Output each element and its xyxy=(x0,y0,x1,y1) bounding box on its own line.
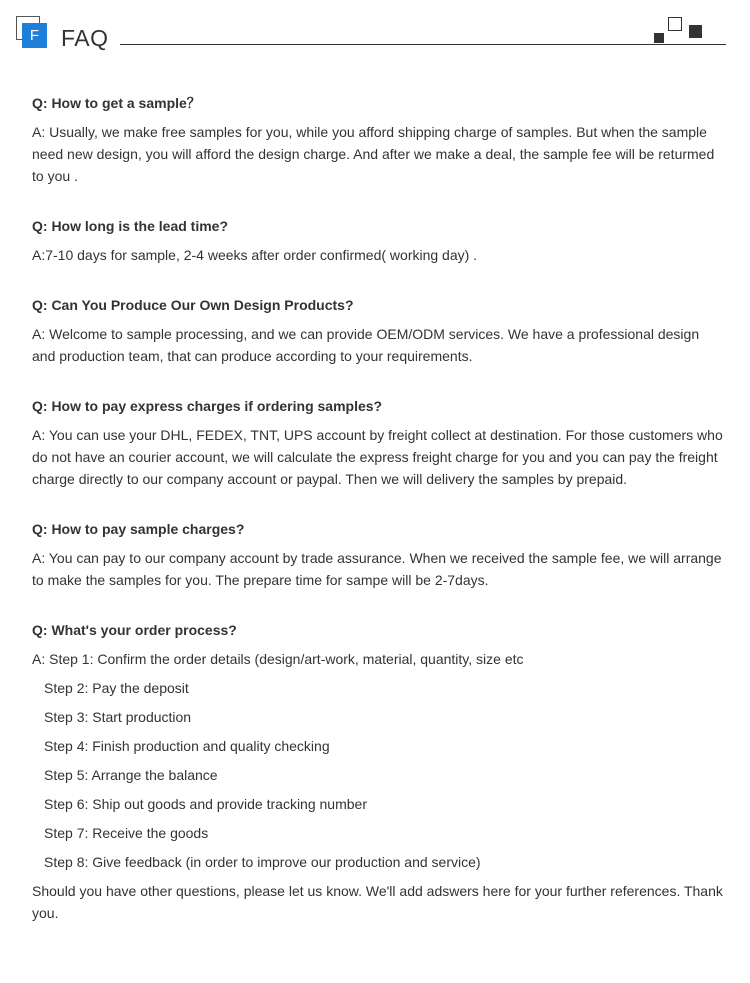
process-step: Step 8: Give feedback (in order to improve our production and service) xyxy=(44,854,481,870)
faq-item-order-process xyxy=(32,619,724,924)
faq-item xyxy=(32,294,724,367)
faq-answer: A: You can use your DHL, FEDEX, TNT, UPS account by freight collect at destination. For those customers who do not have an courier account, we will calculate the express freight charge for you and you can pay the freight charge directly to our company account or paypal. Then we will delivery the samples by prepaid. xyxy=(32,427,723,487)
faq-item xyxy=(32,395,724,490)
page-title: FAQ xyxy=(61,25,109,51)
faq-list xyxy=(32,92,724,952)
faq-question: Q: How to pay express charges if ordering samples? xyxy=(32,398,383,414)
faq-header xyxy=(0,0,750,60)
faq-question: Q: How to pay sample charges? xyxy=(32,521,245,537)
faq-badge: F xyxy=(22,23,47,48)
process-step-1: A: Step 1: Confirm the order details (design/art-work, material, quantity, size etc xyxy=(32,651,524,667)
decorative-square-icon xyxy=(654,33,664,43)
faq-question: Q: How long is the lead time? xyxy=(32,218,229,234)
decorative-outline-square-icon xyxy=(668,17,682,31)
process-step: Step 5: Arrange the balance xyxy=(44,767,218,783)
process-step: Step 6: Ship out goods and provide tracking number xyxy=(44,796,367,812)
process-step: Step 4: Finish production and quality checking xyxy=(44,738,330,754)
process-step: Step 2: Pay the deposit xyxy=(44,680,189,696)
process-step: Step 7: Receive the goods xyxy=(44,825,209,841)
faq-item xyxy=(32,518,724,591)
closing-note: Should you have other questions, please let us know. We'll add adswers here for your further references. Thank you. xyxy=(32,883,723,921)
process-step: Step 3: Start production xyxy=(44,709,192,725)
faq-item xyxy=(32,215,724,266)
faq-question: Q: What's your order process? xyxy=(32,622,237,638)
faq-item xyxy=(32,92,724,187)
faq-answer: A:7-10 days for sample, 2-4 weeks after order confirmed( working day) . xyxy=(32,247,478,263)
faq-question: Q: Can You Produce Our Own Design Products? xyxy=(32,297,354,313)
decorative-square-icon xyxy=(689,25,702,38)
faq-answer: A: You can pay to our company account by trade assurance. When we received the sample fee, we will arrange to make the samples for you. The prepare time for sampe will be 2-7days. xyxy=(32,550,722,588)
faq-answer: A: Usually, we make free samples for you, while you afford shipping charge of samples. But when the sample need new design, you will afford the design charge. And after we make a deal, the sample fee will be returmed to you . xyxy=(32,124,715,184)
faq-answer: A: Welcome to sample processing, and we can provide OEM/ODM services. We have a professional design and production team, that can produce according to your requirements. xyxy=(32,326,700,364)
header-divider xyxy=(120,44,726,45)
faq-question: Q: How to get a sample？ xyxy=(32,95,201,111)
